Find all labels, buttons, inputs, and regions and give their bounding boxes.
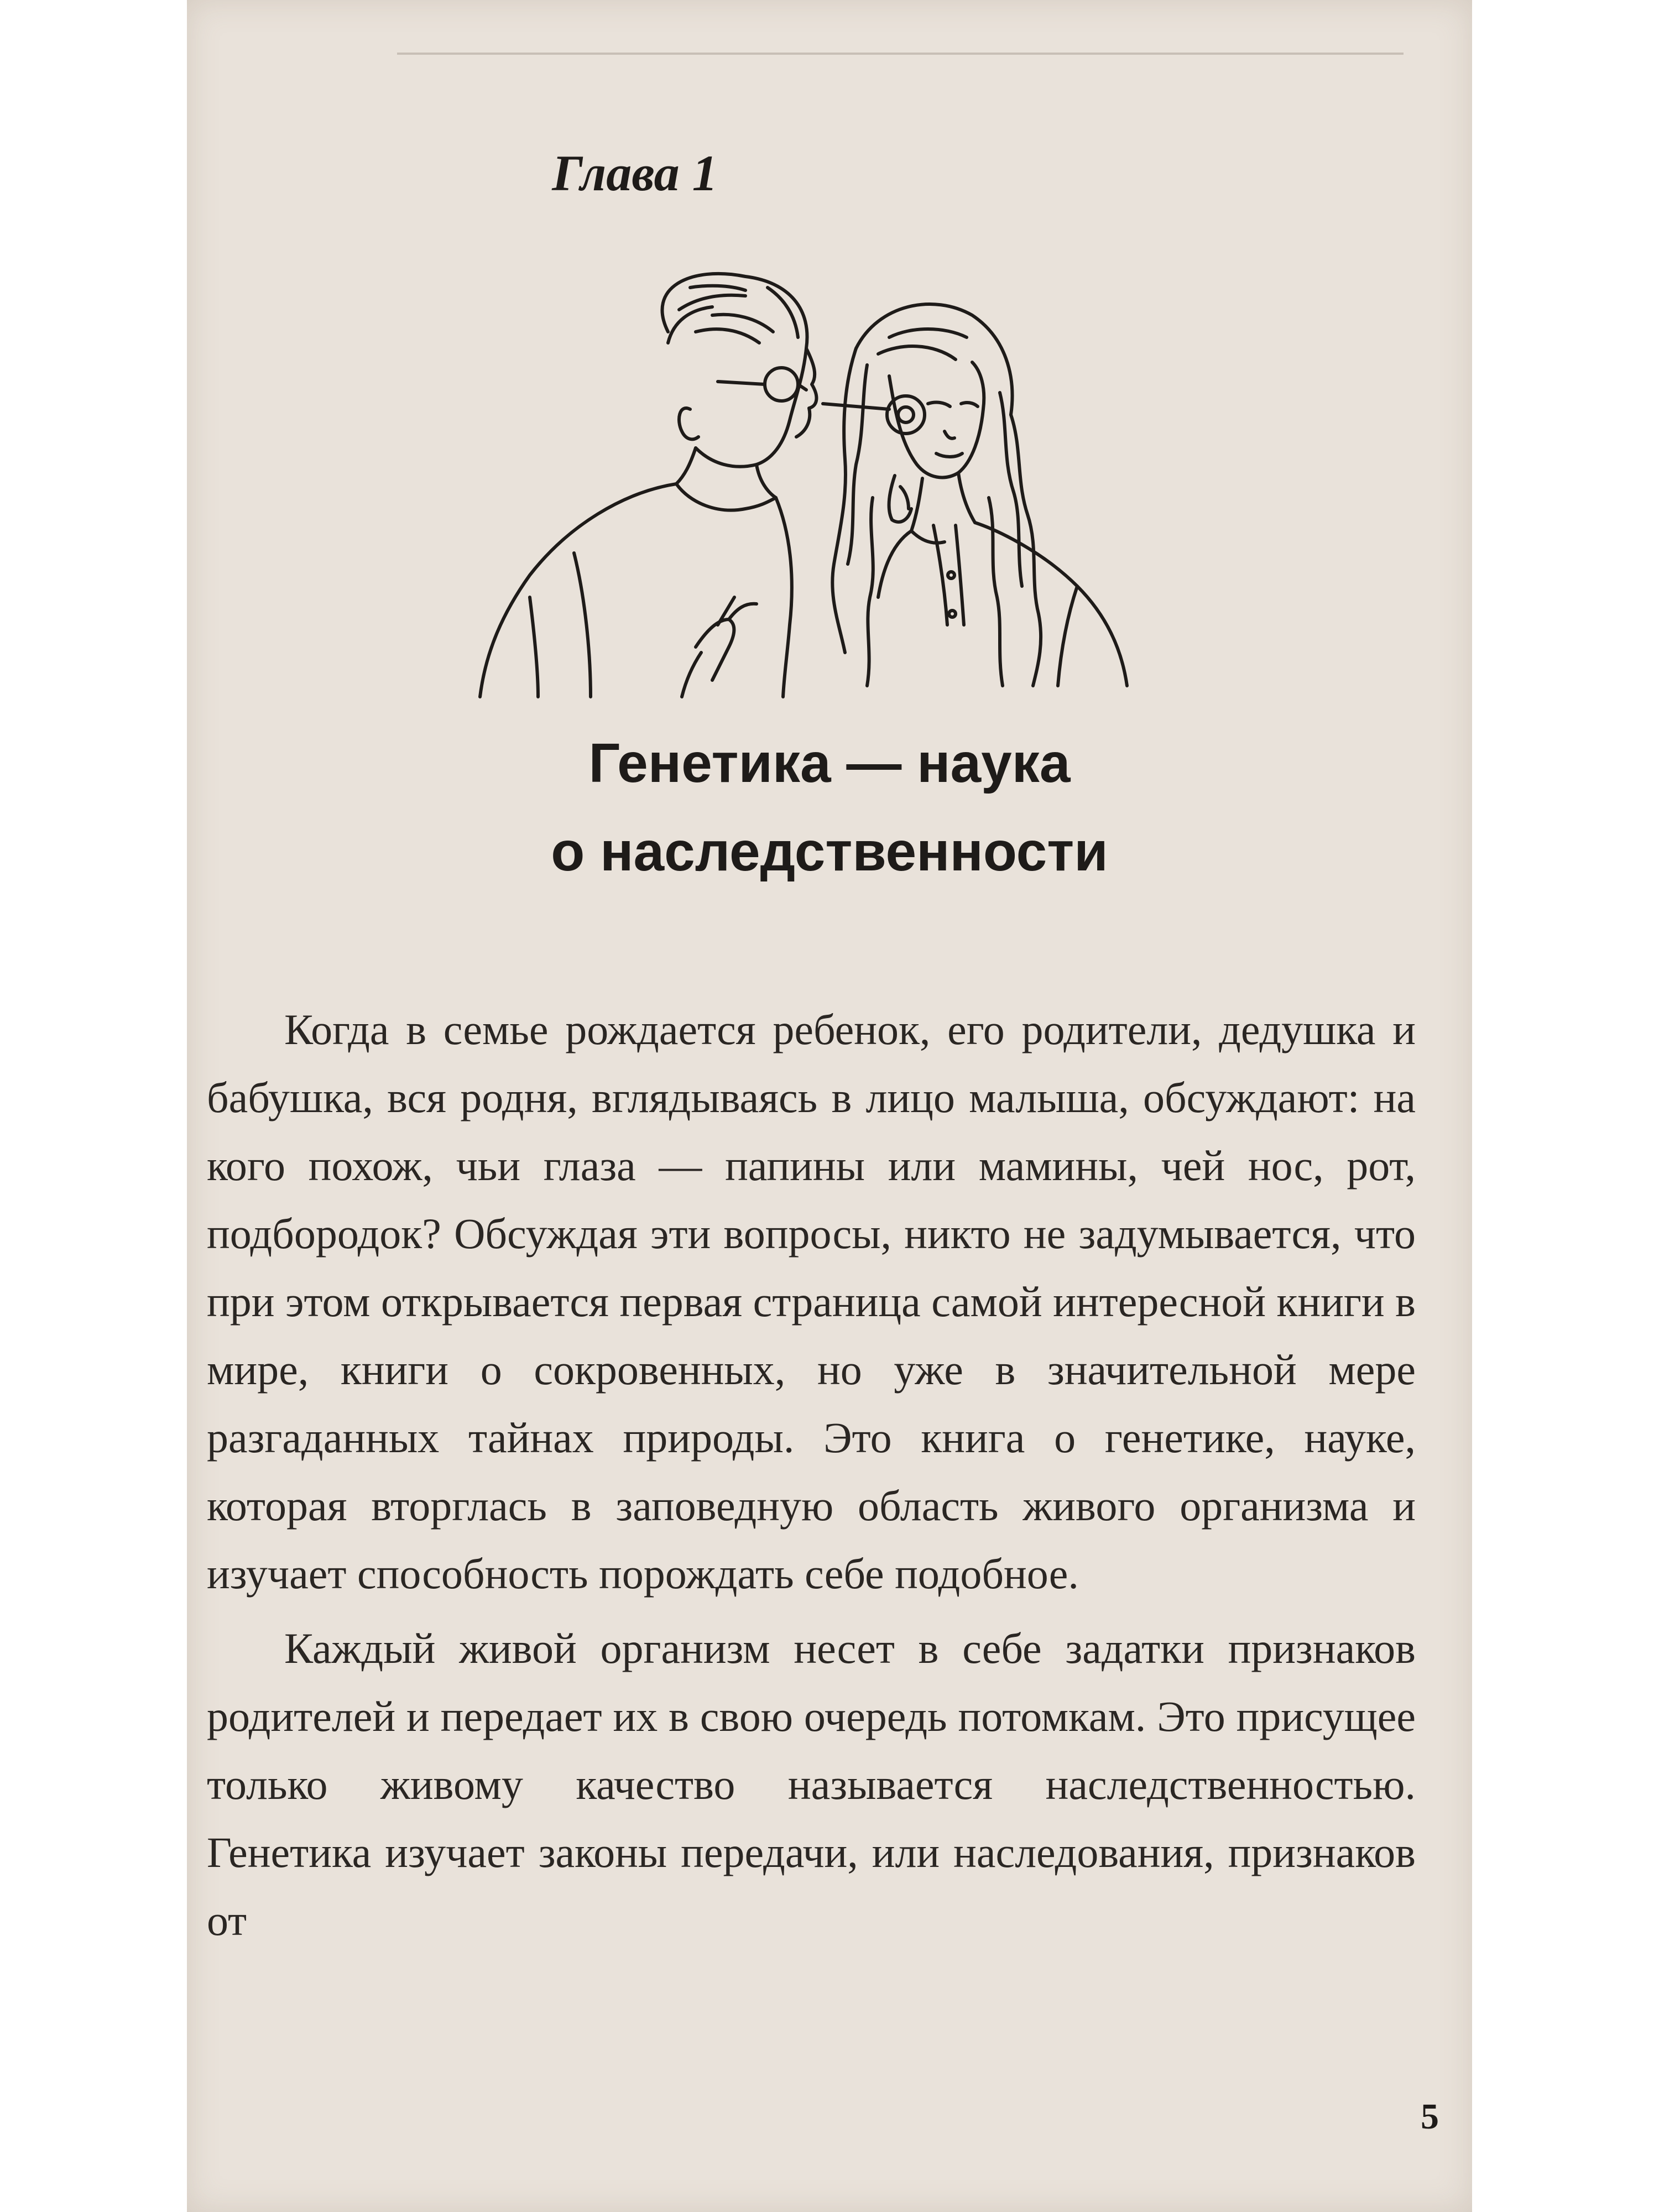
chapter-title-line-1: Генетика — наука: [588, 732, 1071, 794]
body-text: [207, 995, 1416, 1961]
doctor-examining-girl-eye-illustration: [458, 265, 1287, 702]
paragraph: Когда в семье рождается ребенок, его родители, дедушка и бабушка, вся родня, вглядываясь в лицо малыша, обсуждают: на кого похож, чьи глаза — папины или мамины, чей нос, рот, подбородок? Обсуждая эти вопросы, никто не задумывается, что при этом открывается первая страница самой интересной книги в мире, книги о сокровенных, но уже в значительной мере разгаданных тайнах природы. Это книга о генетике, науке, которая вторглась в заповедную область живого организма и изучает способность порождать себе подобное.: [207, 1005, 1416, 1598]
page-number: 5: [1421, 2096, 1439, 2137]
header-rule: [397, 53, 1404, 55]
chapter-title: [187, 719, 1472, 896]
chapter-label: Глава 1: [552, 145, 718, 201]
chapter-title-line-2: о наследственности: [551, 821, 1108, 883]
book-page: [187, 0, 1472, 2212]
paragraph: Каждый живой организм несет в себе задатки признаков родителей и передает их в свою очередь потомкам. Это присущее только живому качество называется наследственностью. Генетика изучает законы передачи, или наследования, признаков от: [207, 1624, 1416, 1944]
